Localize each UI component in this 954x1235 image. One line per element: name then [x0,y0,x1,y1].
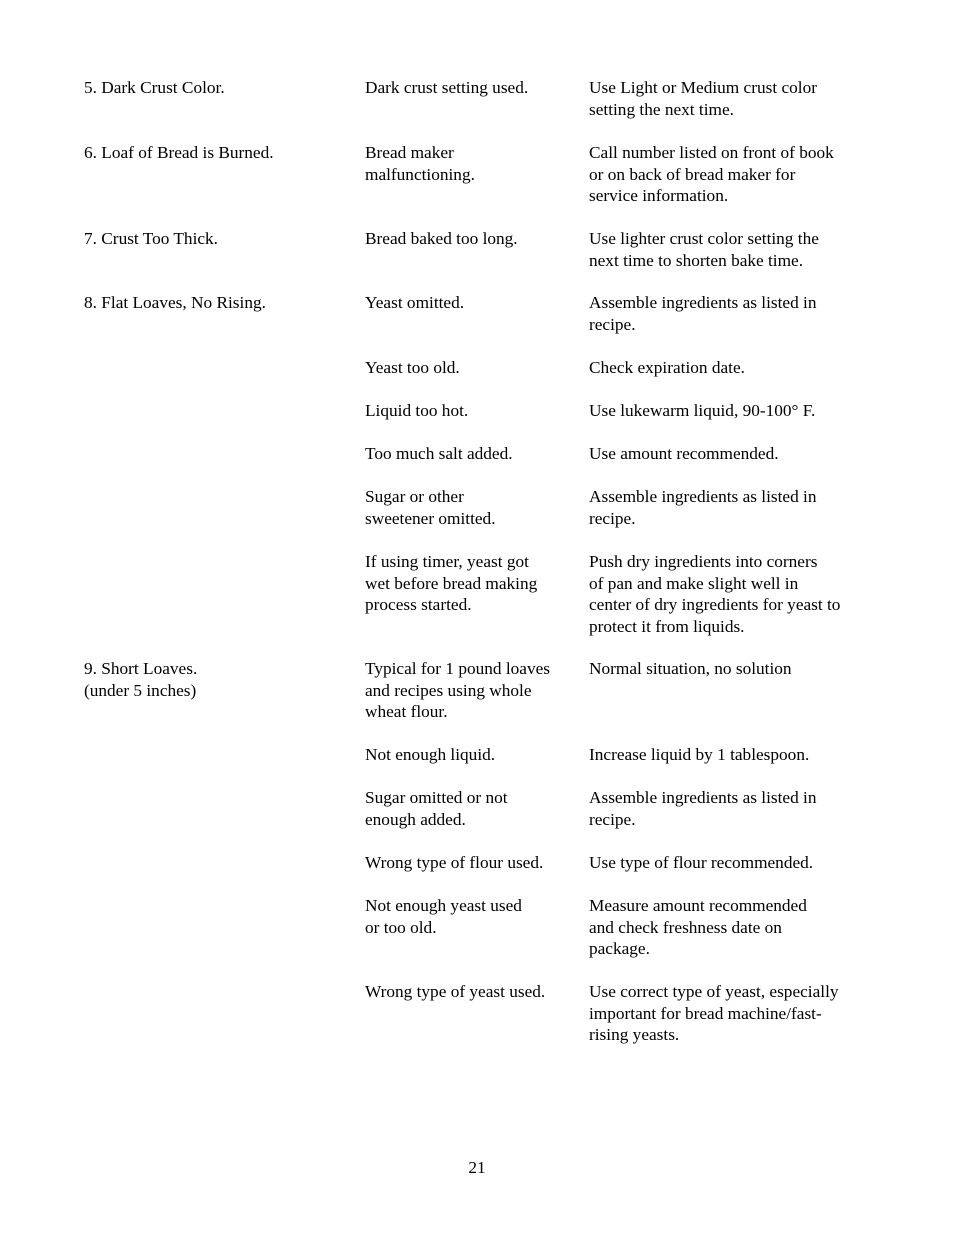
solution-text: Use correct type of yeast, especially important for bread machine/fast- rising yeasts. [589,982,839,1045]
problem-text: 6. Loaf of Bread is Burned. [84,143,274,162]
solution-text: Use type of flour recommended. [589,853,814,872]
cause-text: Wrong type of flour used. [365,853,544,872]
cause-text: Bread maker malfunctioning. [365,143,475,184]
problem-text: 7. Crust Too Thick. [84,229,219,248]
solution-text: Assemble ingredients as listed in recipe. [589,293,817,334]
page-number: 21 [468,1158,486,1177]
cause-text: Too much salt added. [365,444,513,463]
solution-text: Check expiration date. [589,358,745,377]
solution-text: Push dry ingredients into corners of pan and make slight well in center of dry ingredients for yeast to protect it from liquids. [589,552,841,636]
cause-text: Sugar omitted or not enough added. [365,788,508,829]
solution-text: Assemble ingredients as listed in recipe. [589,487,817,528]
problem-text: 5. Dark Crust Color. [84,78,225,97]
cause-text: If using timer, yeast got wet before bread making process started. [365,552,538,615]
cause-text: Not enough yeast used or too old. [365,896,522,937]
cause-text: Wrong type of yeast used. [365,982,546,1001]
cause-text: Typical for 1 pound loaves and recipes using whole wheat flour. [365,659,550,722]
cause-text: Yeast omitted. [365,293,465,312]
cause-text: Dark crust setting used. [365,78,529,97]
solution-text: Assemble ingredients as listed in recipe. [589,788,817,829]
solution-text: Use Light or Medium crust color setting the next time. [589,78,817,119]
cause-text: Sugar or other sweetener omitted. [365,487,496,528]
solution-text: Use lukewarm liquid, 90-100° F. [589,401,816,420]
problem-text: 9. Short Loaves. (under 5 inches) [84,659,198,700]
solution-text: Measure amount recommended and check freshness date on package. [589,896,807,959]
solution-text: Normal situation, no solution [589,659,792,678]
solution-text: Use lighter crust color setting the next time to shorten bake time. [589,229,819,270]
solution-text: Call number listed on front of book or on back of bread maker for service information. [589,143,834,206]
solution-text: Use amount recommended. [589,444,779,463]
problem-text: 8. Flat Loaves, No Rising. [84,293,266,312]
cause-text: Not enough liquid. [365,745,496,764]
cause-text: Bread baked too long. [365,229,518,248]
cause-text: Yeast too old. [365,358,460,377]
cause-text: Liquid too hot. [365,401,469,420]
solution-text: Increase liquid by 1 tablespoon. [589,745,810,764]
